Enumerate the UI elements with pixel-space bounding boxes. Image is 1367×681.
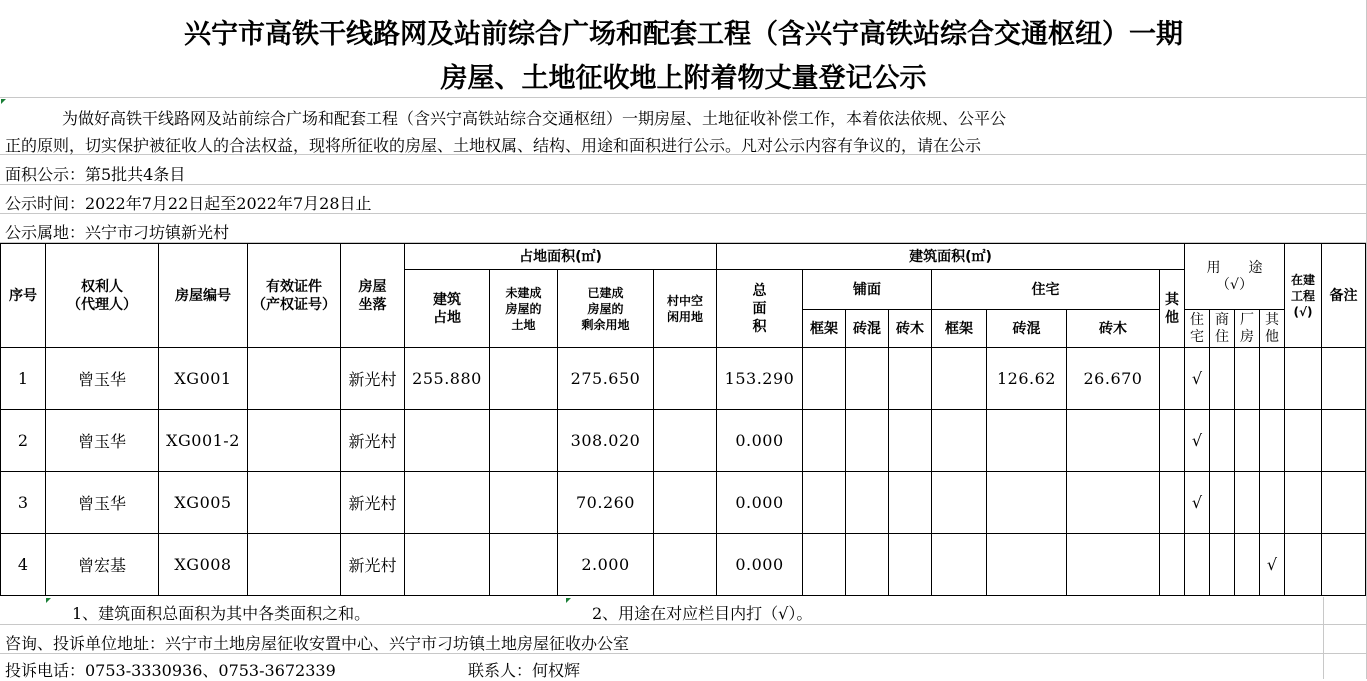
cell-land-village xyxy=(654,410,717,472)
publish-location: 公示属地：兴宁市刁坊镇新光村 xyxy=(5,223,230,242)
cell-land-unbuilt xyxy=(490,410,558,472)
registration-table xyxy=(0,243,1366,596)
col-header-shop-frame: 框架 xyxy=(803,310,846,348)
gridline xyxy=(0,184,1367,185)
cell-land-build xyxy=(405,534,490,596)
cell-other xyxy=(1160,410,1185,472)
cell-res-brick-wood xyxy=(1067,534,1160,596)
cell-shop-frame xyxy=(803,348,846,410)
cell-res-brick-wood: 26.670 xyxy=(1067,348,1160,410)
col-header-use-commercial: 商 住 xyxy=(1210,310,1235,348)
cell-house-no: XG005 xyxy=(159,472,248,534)
cell-res-brick-concrete xyxy=(987,534,1067,596)
col-group-shop: 铺面 xyxy=(803,270,932,310)
contact-person: 联系人：何权辉 xyxy=(468,661,581,680)
cell-use-commercial xyxy=(1210,472,1235,534)
cell-shop-frame xyxy=(803,410,846,472)
cell-use-other xyxy=(1260,348,1285,410)
cell-use-residence: √ xyxy=(1185,410,1210,472)
cell-owner: 曾宏基 xyxy=(46,534,159,596)
cell-total: 0.000 xyxy=(717,534,803,596)
contact-address: 咨询、投诉单位地址：兴宁市土地房屋征收安置中心、兴宁市刁坊镇土地房屋征收办公室 xyxy=(5,634,630,653)
cell-land-remain: 275.650 xyxy=(558,348,654,410)
cell-use-residence: √ xyxy=(1185,472,1210,534)
cell-land-village xyxy=(654,348,717,410)
cell-other xyxy=(1160,472,1185,534)
cell-location: 新光村 xyxy=(341,472,405,534)
col-header-location: 房屋 坐落 xyxy=(341,244,405,348)
cell-house-no: XG008 xyxy=(159,534,248,596)
col-group-land-area: 占地面积(㎡) xyxy=(405,244,717,270)
cell-use-other xyxy=(1260,410,1285,472)
col-header-house-no: 房屋编号 xyxy=(159,244,248,348)
cell-total: 0.000 xyxy=(717,410,803,472)
cell-seq: 1 xyxy=(1,348,46,410)
cell-land-build: 255.880 xyxy=(405,348,490,410)
cell-use-commercial xyxy=(1210,348,1235,410)
cell-use-commercial xyxy=(1210,534,1235,596)
cell-res-frame xyxy=(932,472,987,534)
cell-owner: 曾玉华 xyxy=(46,348,159,410)
cell-land-build xyxy=(405,410,490,472)
table-row xyxy=(1,534,1366,596)
cell-use-factory xyxy=(1235,534,1260,596)
cell-cert xyxy=(248,534,341,596)
col-header-remark: 备注 xyxy=(1322,244,1366,348)
cell-land-remain: 308.020 xyxy=(558,410,654,472)
cell-seq: 4 xyxy=(1,534,46,596)
cell-remark xyxy=(1322,410,1366,472)
col-header-res-brick-wood: 砖木 xyxy=(1067,310,1160,348)
col-header-seq: 序号 xyxy=(1,244,46,348)
cell-shop-brick-wood xyxy=(889,472,932,534)
table-row xyxy=(1,472,1366,534)
col-header-use-other: 其 他 xyxy=(1260,310,1285,348)
cell-seq: 3 xyxy=(1,472,46,534)
cell-land-village xyxy=(654,534,717,596)
col-header-land-unbuilt: 未建成 房屋的 土地 xyxy=(490,270,558,348)
page-title-line1: 兴宁市高铁干线路网及站前综合广场和配套工程（含兴宁高铁站综合交通枢纽）一期 xyxy=(184,19,1183,50)
cell-location: 新光村 xyxy=(341,348,405,410)
cell-land-unbuilt xyxy=(490,534,558,596)
cell-seq: 2 xyxy=(1,410,46,472)
cell-res-frame xyxy=(932,348,987,410)
gridline xyxy=(1323,597,1324,679)
cell-land-village xyxy=(654,472,717,534)
col-header-cert: 有效证件 （产权证号） xyxy=(248,244,341,348)
cell-remark xyxy=(1322,534,1366,596)
intro-line-1: 为做好高铁干线路网及站前综合广场和配套工程（含兴宁高铁站综合交通枢纽）一期房屋、土地征收补偿工作，本着依法依规、公平公 xyxy=(62,109,1007,128)
cell-shop-brick-concrete xyxy=(846,472,889,534)
cell-use-factory xyxy=(1235,348,1260,410)
cell-land-remain: 70.260 xyxy=(558,472,654,534)
complaint-phone: 投诉电话：0753-3330936、0753-3672339 xyxy=(5,661,336,680)
cell-use-residence xyxy=(1185,534,1210,596)
cell-land-unbuilt xyxy=(490,472,558,534)
table-row xyxy=(1,410,1366,472)
note-1: 1、建筑面积总面积为其中各类面积之和。 xyxy=(72,604,371,623)
col-header-use-residence: 住 宅 xyxy=(1185,310,1210,348)
cell-res-frame xyxy=(932,410,987,472)
cell-house-no: XG001-2 xyxy=(159,410,248,472)
cell-res-brick-concrete: 126.62 xyxy=(987,348,1067,410)
cell-shop-frame xyxy=(803,534,846,596)
col-header-land-village: 村中空 闲用地 xyxy=(654,270,717,348)
col-header-res-brick-concrete: 砖混 xyxy=(987,310,1067,348)
table-row xyxy=(1,348,1366,410)
cell-in-project xyxy=(1285,348,1322,410)
cell-comment-marker xyxy=(1,99,6,104)
cell-in-project xyxy=(1285,410,1322,472)
cell-cert xyxy=(248,472,341,534)
col-group-residence: 住宅 xyxy=(932,270,1160,310)
cell-res-brick-wood xyxy=(1067,472,1160,534)
cell-res-brick-wood xyxy=(1067,410,1160,472)
col-header-land-build: 建筑 占地 xyxy=(405,270,490,348)
cell-use-commercial xyxy=(1210,410,1235,472)
cell-land-unbuilt xyxy=(490,348,558,410)
col-header-other: 其 他 xyxy=(1160,270,1185,348)
cell-res-brick-concrete xyxy=(987,410,1067,472)
cell-location: 新光村 xyxy=(341,534,405,596)
cell-comment-marker xyxy=(566,598,571,603)
col-header-in-project: 在建 工程 (√) xyxy=(1285,244,1322,348)
col-header-use-factory: 厂 房 xyxy=(1235,310,1260,348)
gridline xyxy=(0,624,1367,625)
col-group-building-area: 建筑面积(㎡) xyxy=(717,244,1185,270)
cell-remark xyxy=(1322,348,1366,410)
cell-use-factory xyxy=(1235,410,1260,472)
cell-cert xyxy=(248,410,341,472)
intro-line-2: 正的原则，切实保护被征收人的合法权益，现将所征收的房屋、土地权属、结构、用途和面积进行公示。凡对公示内容有争议的，请在公示 xyxy=(5,136,982,155)
col-header-shop-brick-wood: 砖木 xyxy=(889,310,932,348)
cell-use-factory xyxy=(1235,472,1260,534)
cell-cert xyxy=(248,348,341,410)
col-header-total: 总 面 积 xyxy=(717,270,803,348)
cell-total: 0.000 xyxy=(717,472,803,534)
col-header-shop-brick-concrete: 砖混 xyxy=(846,310,889,348)
cell-use-residence: √ xyxy=(1185,348,1210,410)
cell-res-frame xyxy=(932,534,987,596)
cell-use-other xyxy=(1260,472,1285,534)
col-header-owner: 权利人 （代理人） xyxy=(46,244,159,348)
publish-period: 公示时间：2022年7月22日起至2022年7月28日止 xyxy=(5,194,372,213)
gridline xyxy=(0,97,1367,98)
cell-in-project xyxy=(1285,472,1322,534)
cell-owner: 曾玉华 xyxy=(46,472,159,534)
cell-other xyxy=(1160,348,1185,410)
page-title-line2: 房屋、土地征收地上附着物丈量登记公示 xyxy=(440,63,927,94)
cell-shop-brick-wood xyxy=(889,534,932,596)
cell-use-other: √ xyxy=(1260,534,1285,596)
cell-shop-brick-wood xyxy=(889,410,932,472)
cell-owner: 曾玉华 xyxy=(46,410,159,472)
col-group-use: 用 途 （√） xyxy=(1185,244,1285,310)
cell-shop-brick-concrete xyxy=(846,410,889,472)
batch-info: 面积公示：第5批共4条目 xyxy=(5,165,186,184)
cell-shop-brick-concrete xyxy=(846,534,889,596)
cell-total: 153.290 xyxy=(717,348,803,410)
cell-in-project xyxy=(1285,534,1322,596)
cell-shop-brick-concrete xyxy=(846,348,889,410)
cell-shop-brick-wood xyxy=(889,348,932,410)
cell-other xyxy=(1160,534,1185,596)
note-2: 2、用途在对应栏目内打（√）。 xyxy=(592,604,813,623)
col-header-land-remain: 已建成 房屋的 剩余用地 xyxy=(558,270,654,348)
cell-remark xyxy=(1322,472,1366,534)
cell-land-build xyxy=(405,472,490,534)
cell-res-brick-concrete xyxy=(987,472,1067,534)
col-header-res-frame: 框架 xyxy=(932,310,987,348)
cell-shop-frame xyxy=(803,472,846,534)
cell-location: 新光村 xyxy=(341,410,405,472)
cell-house-no: XG001 xyxy=(159,348,248,410)
cell-land-remain: 2.000 xyxy=(558,534,654,596)
cell-comment-marker xyxy=(46,598,51,603)
